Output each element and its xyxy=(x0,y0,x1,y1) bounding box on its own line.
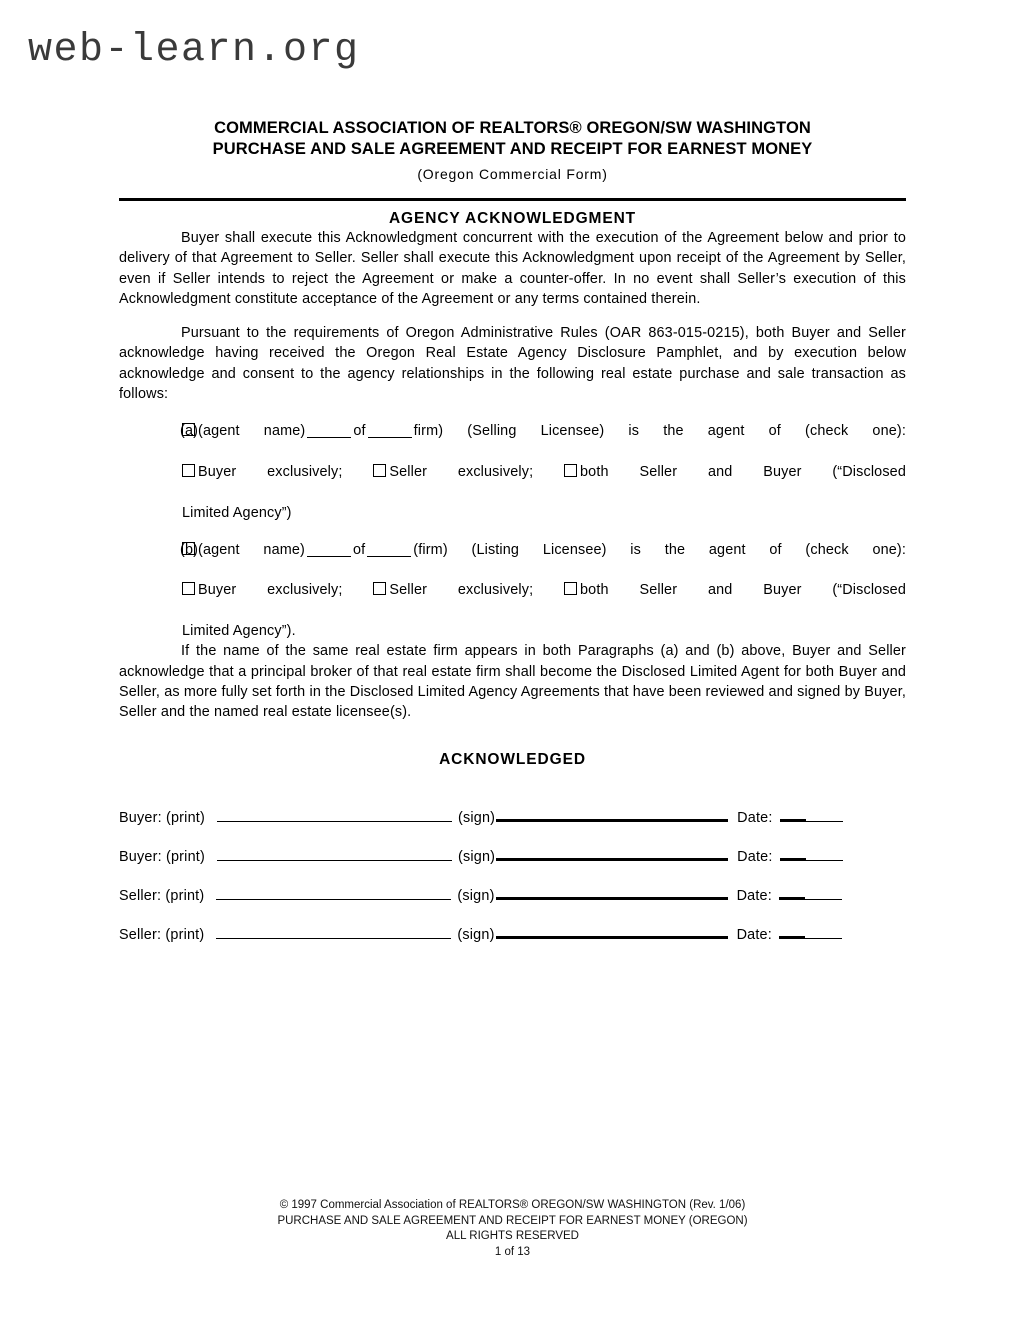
signature-party-label: Buyer: (print) xyxy=(119,848,205,865)
checkbox-agent-name-a[interactable] xyxy=(182,423,195,436)
paragraph-same-firm-disclosed-agency: If the name of the same real estate firm appears in both Paragraphs (a) and (b) above, Buyer and Seller acknowledge that a principal broker of that real estate firm shall become the Disclosed Limited Agent for both Buyer and Seller, as more fully set forth in the Disclosed Limited Agency Agreements that have been reviewed and signed by Buyer, Seller and the named real estate licensee(s). xyxy=(119,643,906,721)
section-heading-agency-acknowledgment: AGENCY ACKNOWLEDGMENT xyxy=(388,210,637,227)
print-name-line[interactable] xyxy=(217,848,452,861)
signature-party-label: Seller: (print) xyxy=(119,926,205,943)
item-a-firm-text: firm) xyxy=(413,423,444,440)
item-a-label: (a) xyxy=(180,423,199,440)
document-subtitle: (Oregon Commercial Form) xyxy=(417,166,608,182)
footer-rights: ALL RIGHTS RESERVED xyxy=(446,1230,579,1242)
date-label: Date: xyxy=(736,887,772,904)
signature-party-label: Buyer: (print) xyxy=(119,809,205,826)
checkbox-seller-exclusively-a[interactable] xyxy=(373,464,386,477)
item-a-firm-blank[interactable] xyxy=(368,437,412,438)
sign-word-label: (sign) xyxy=(457,926,495,943)
signature-line[interactable] xyxy=(496,924,728,939)
print-name-line[interactable] xyxy=(217,809,452,822)
item-b-firm-blank[interactable] xyxy=(367,556,411,557)
footer-page-number: 1 of 13 xyxy=(494,1245,531,1258)
item-a-body xyxy=(182,421,906,522)
signature-line[interactable] xyxy=(496,885,728,900)
checkbox-buyer-exclusively-a[interactable] xyxy=(182,464,195,477)
item-a-option-seller: Seller exclusively; xyxy=(389,463,534,480)
footer-form-title: PURCHASE AND SALE AGREEMENT AND RECEIPT FOR EARNEST MONEY (OREGON) xyxy=(277,1214,748,1227)
footer-copyright: © 1997 Commercial Association of REALTORS® OREGON/SW WASHINGTON (Rev. 1/06) xyxy=(279,1199,746,1211)
checkbox-buyer-exclusively-b[interactable] xyxy=(182,582,195,595)
date-line[interactable] xyxy=(779,927,842,939)
item-b-option-buyer: Buyer exclusively; xyxy=(198,582,343,599)
date-line[interactable] xyxy=(780,810,843,822)
item-b-label: (b) xyxy=(180,541,199,558)
signature-table xyxy=(119,807,906,963)
signature-row xyxy=(119,885,906,924)
signature-row xyxy=(119,924,906,963)
section-heading-acknowledged: ACKNOWLEDGED xyxy=(439,750,586,768)
item-a-line-1 xyxy=(182,421,906,462)
item-a-line-3: Limited Agency”) xyxy=(182,504,292,521)
item-b-line-2 xyxy=(182,580,906,621)
signature-line[interactable] xyxy=(496,807,728,822)
item-a-of-text: of xyxy=(353,423,366,440)
document-title-block xyxy=(119,118,906,185)
document-title-line-1: COMMERCIAL ASSOCIATION OF REALTORS® OREGON/SW WASHINGTON xyxy=(214,119,811,137)
print-name-line[interactable] xyxy=(216,887,451,900)
checkbox-both-seller-buyer-a[interactable] xyxy=(564,464,577,477)
signature-row xyxy=(119,807,906,846)
item-b-agent-name-text: (agent name) xyxy=(198,541,305,558)
date-line[interactable] xyxy=(780,849,843,861)
signature-line[interactable] xyxy=(496,846,728,861)
item-b-firm-text: (firm) xyxy=(413,541,448,558)
item-b-licensee-text: (Listing Licensee) is the agent of (check one): xyxy=(471,541,906,558)
item-a-agent-name-text: (agent name) xyxy=(198,423,306,440)
item-a-option-both: both Seller and Buyer (“Disclosed xyxy=(580,463,906,480)
print-name-line[interactable] xyxy=(216,926,451,939)
checkbox-seller-exclusively-b[interactable] xyxy=(373,582,386,595)
paragraph-oar-pamphlet: Pursuant to the requirements of Oregon Administrative Rules (OAR 863-015-0215), both Buyer and Seller acknowledge having received the Oregon Real Estate Agency Disclosure Pamphlet, and by execution below acknowledge and consent to the agency relationships in the following real estate purchase and sale transaction as follows: xyxy=(119,325,906,403)
item-b-of-text: of xyxy=(352,541,366,558)
checkbox-agent-name-b[interactable] xyxy=(182,542,195,555)
sign-word-label: (sign) xyxy=(457,809,496,826)
date-label: Date: xyxy=(737,848,773,865)
date-label: Date: xyxy=(737,809,773,826)
checkbox-both-seller-buyer-b[interactable] xyxy=(564,582,577,595)
site-watermark: web-learn.org xyxy=(28,28,360,73)
item-a xyxy=(119,421,906,522)
signature-party-label: Seller: (print) xyxy=(119,887,205,904)
item-a-agent-name-blank[interactable] xyxy=(307,437,351,438)
date-label: Date: xyxy=(736,926,772,943)
document-footer xyxy=(0,1198,1025,1260)
document-page xyxy=(119,0,906,963)
header-divider xyxy=(119,198,906,201)
item-a-licensee-text: (Selling Licensee) is the agent of (check one): xyxy=(467,423,906,440)
item-b-agent-name-blank[interactable] xyxy=(307,556,351,557)
item-b-line-3: Limited Agency”). xyxy=(182,623,296,640)
document-title-line-2: PURCHASE AND SALE AGREEMENT AND RECEIPT FOR EARNEST MONEY xyxy=(212,140,813,158)
signature-row xyxy=(119,846,906,885)
item-b xyxy=(119,540,906,641)
item-b-option-both: both Seller and Buyer (“Disclosed xyxy=(580,582,906,599)
sign-word-label: (sign) xyxy=(457,848,496,865)
date-line[interactable] xyxy=(779,888,842,900)
item-a-line-2 xyxy=(182,462,906,503)
item-a-option-buyer: Buyer exclusively; xyxy=(198,463,343,480)
item-b-body xyxy=(182,540,906,641)
item-b-line-1 xyxy=(182,540,906,581)
item-b-option-seller: Seller exclusively; xyxy=(389,582,534,599)
paragraph-buyer-execution: Buyer shall execute this Acknowledgment concurrent with the execution of the Agreement below and prior to delivery of that Agreement to Seller. Seller shall execute this Acknowledgment upon receipt of the Agreement by Seller, even if Seller intends to reject the Agreement or make a counter-offer. In no event shall Seller’s execution of this Acknowledgment constitute acceptance of the Agreement or any terms contained therein. xyxy=(119,230,906,307)
sign-word-label: (sign) xyxy=(457,887,495,904)
